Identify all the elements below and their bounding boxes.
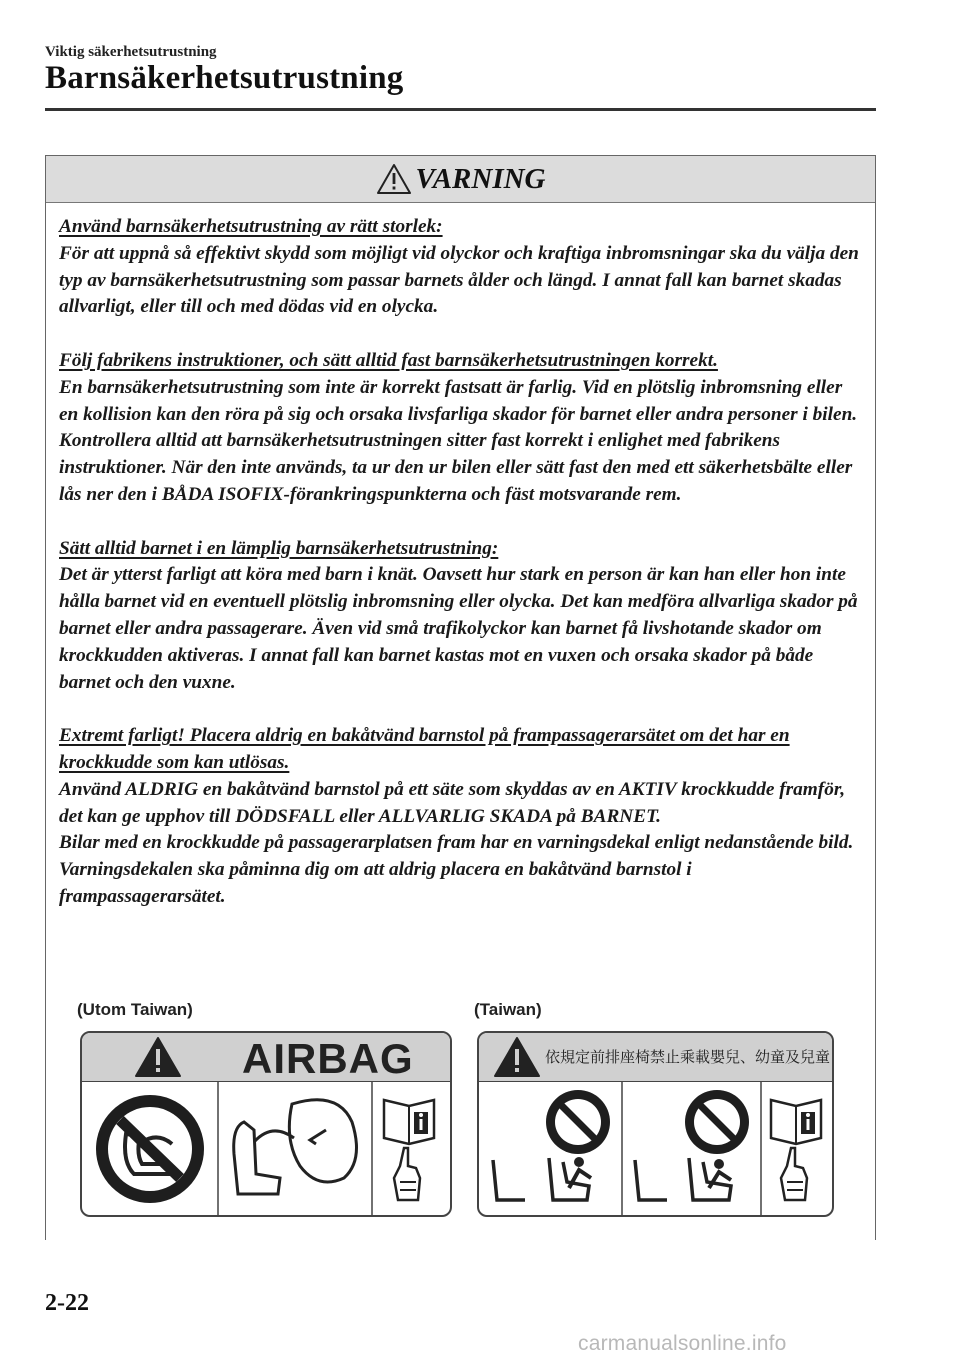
pointing-hand-icon <box>394 1148 420 1200</box>
taiwan-notice-text: 依規定前排座椅禁止乘載嬰兒、幼童及兒童 <box>545 1048 831 1066</box>
section-label: Viktig säkerhetsutrustning <box>45 44 217 60</box>
info-book-icon <box>771 1100 821 1144</box>
seat-airbag-icon <box>234 1100 357 1194</box>
prohibition-icon <box>96 1095 204 1203</box>
warning-paragraph <box>59 723 859 911</box>
seat-with-child-icon <box>549 1157 591 1200</box>
prohibition-icon <box>685 1090 749 1154</box>
warning-triangle-icon <box>376 163 412 195</box>
prohibition-icon <box>546 1090 610 1154</box>
paragraph-heading: Använd barnsäkerhetsutrustning av rätt storlek: <box>59 216 443 237</box>
seat-icon <box>635 1160 667 1200</box>
airbag-warning-sticker <box>80 1031 452 1217</box>
paragraph-heading: Extremt farligt! Placera aldrig en bakåtvänd barnstol på frampassagerarsätet om det har en krockkudde som kan utlösas. <box>59 725 790 773</box>
paragraph-heading: Följ fabrikens instruktioner, och sätt alltid fast barnsäkerhetsutrustningen korrekt. <box>59 349 718 371</box>
info-book-icon <box>384 1100 434 1144</box>
warning-header <box>46 156 875 203</box>
page-title: Barnsäkerhetsutrustning <box>45 60 404 96</box>
title-rule <box>45 108 876 111</box>
warning-triangle-icon <box>134 1036 182 1078</box>
pointing-hand-icon <box>781 1148 807 1200</box>
airbag-word: AIRBAG <box>242 1035 414 1082</box>
paragraph-text: Använd ALDRIG en bakåtvänd barnstol på ett säte som skyddas av en AKTIV krockkudde framför, det kan ge upphov till DÖDSFALL eller ALLVARLIG SKADA på BARNET. Bilar med en krockkudde på passagerarplatsen fram har en varningsdekal enligt nedanstående bild. Varningsdekalen ska påminna dig om att aldrig placera en bakåtvänd barnstol i frampassagerarsätet. <box>59 778 854 907</box>
sticker-header <box>479 1033 832 1082</box>
sticker-header <box>82 1033 450 1082</box>
sticker-pictograms <box>82 1082 450 1216</box>
caption-taiwan: (Taiwan) <box>474 1000 542 1019</box>
warning-body <box>59 214 859 911</box>
warning-triangle-icon <box>493 1036 541 1078</box>
warning-paragraph <box>59 348 859 509</box>
paragraph-heading: Sätt alltid barnet i en lämplig barnsäkerhetsutrustning: <box>59 537 499 559</box>
page-number: 2-22 <box>45 1290 89 1316</box>
sticker-pictograms <box>479 1082 832 1216</box>
paragraph-text: Det är ytterst farligt att köra med barn i knät. Oavsett hur stark en person är kan han eller hon inte hålla barnet vid en eventuell plötslig inbromsning eller olycka. Det kan medföra allvarliga skador på barnet eller andra passagerare. Även vid små trafikolyckor kan barnet få livshotande skador om krockkudden aktiveras. I annat fall kan barnet kastas mot en vuxen och orsaka skador på både barnet och den vuxne. <box>59 564 858 693</box>
caption-non-taiwan: (Utom Taiwan) <box>77 1000 193 1019</box>
warning-paragraph <box>59 536 859 697</box>
paragraph-text: För att uppnå så effektivt skydd som möjligt vid olyckor och kraftiga inbromsningar ska du välja den typ av barnsäkerhetsutrustning som passar barnets ålder och längd. I annat fall kan barnet skadas allvarligt, eller till och med dödas vid en olycka. <box>59 242 859 318</box>
seat-with-child-icon <box>689 1158 731 1200</box>
seat-icon <box>493 1160 525 1200</box>
paragraph-text: En barnsäkerhetsutrustning som inte är korrekt fastsatt är farlig. Vid en plötslig inbromsning eller en kollision kan den röra på sig och orsaka livsfarliga skador för barnet eller andra personer i bilen. Kontrollera alltid att barnsäkerhetsutrustningen sitter fast korrekt i enlighet med fabrikens instruktioner. När den inte används, ta ur den ur bilen eller sätt fast den med ett säkerhetsbälte eller lås ner den i BÅDA ISOFIX-förankringspunkterna och fäst motsvarande rem. <box>59 376 858 505</box>
warning-paragraph <box>59 214 859 321</box>
taiwan-warning-sticker <box>477 1031 834 1217</box>
footer-watermark[interactable]: carmanualsonline.info <box>578 1332 787 1355</box>
warning-title: VARNING <box>415 162 546 195</box>
